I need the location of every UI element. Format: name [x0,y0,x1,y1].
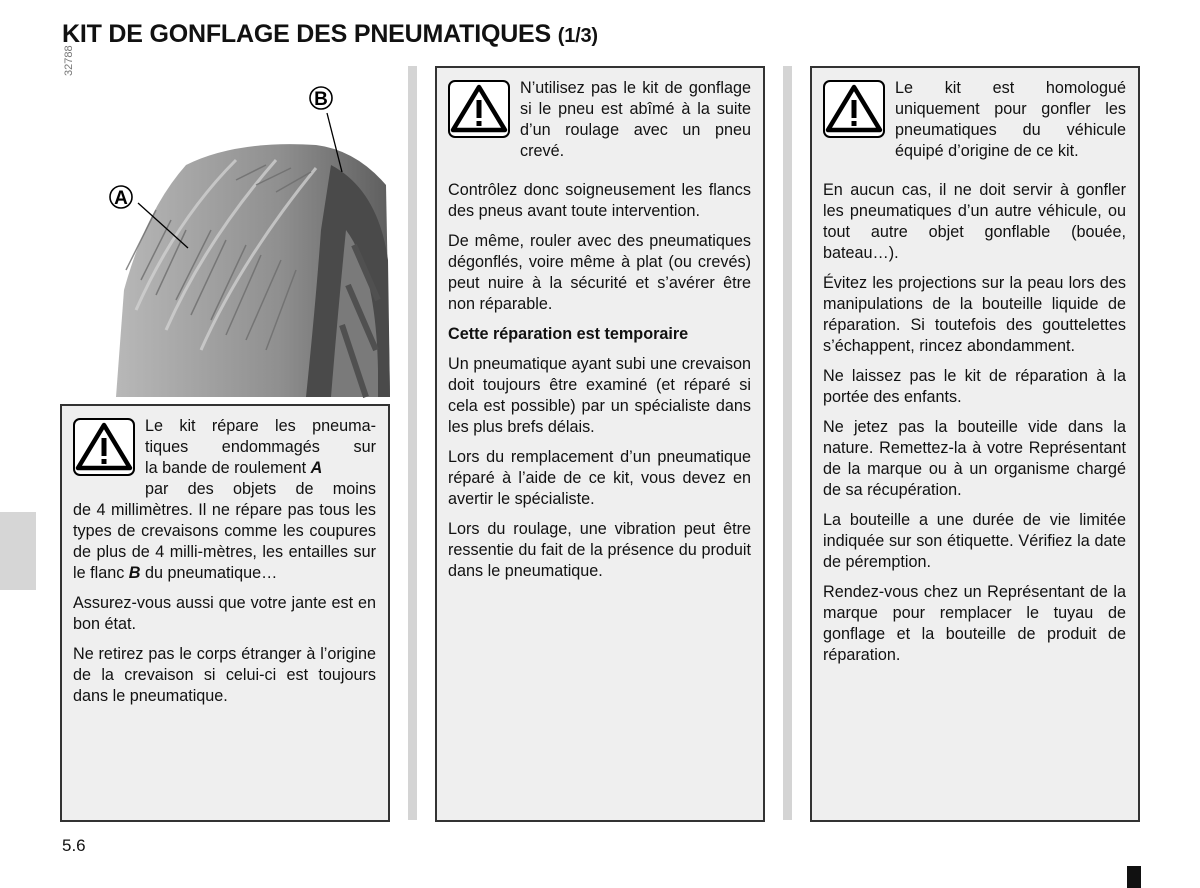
warning-text: N’utilisez pas le kit de gonflage si le pneu est abîmé à la suite d’un roulage avec un pneu crevé. [520,79,751,160]
warning-text: Le kit est homologué uniquement pour gonfler les pneumatiques du véhicule équipé d’origine de ce kit. [895,79,1126,160]
warning-line: Le kit répare les pneuma- [145,417,376,435]
paragraph: Évitez les projections sur la peau lors des manipulations de la bouteille liquide de réparation. Si toutefois des gouttelettes s’échappent, rincez abondamment. [823,274,1126,355]
paragraph: Lors du remplacement d’un pneumatique réparé à l’aide de ce kit, vous devez en avertir le spécialiste. [448,448,751,508]
warning-continuation [73,500,376,584]
page-number: 5.6 [62,836,86,855]
warning-triangle-icon [823,80,885,138]
right-panel-content [823,78,1126,675]
tread-label-a: A [310,459,323,477]
paragraph: De même, rouler avec des pneumatiques dégonflés, voire même à plat (ou crevés) peut nuire à la sécurité et s’avérer être non réparable. [448,232,751,313]
callout-b-label: B [314,89,328,110]
left-panel-content [73,416,376,716]
continuation-end: du pneumatique… [145,564,278,582]
section-heading: Cette réparation est temporaire [448,325,689,343]
tire-illustration [116,70,390,397]
warning-line: la bande de roulement [145,459,307,477]
paragraph: Assurez-vous aussi que votre jante est en bon état. [73,594,376,633]
column-divider-right [783,66,792,820]
paragraph: Contrôlez donc soigneusement les flancs des pneus avant toute intervention. [448,181,751,220]
warning-line: par des objets de moins [145,480,376,498]
warning-triangle-icon [448,80,510,138]
chapter-tab [0,512,36,590]
paragraph: Lors du roulage, une vibration peut être ressentie du fait de la présence du produit dans le pneumatique. [448,520,751,580]
title-text: KIT DE GONFLAGE DES PNEUMATIQUES [62,20,551,48]
paragraph: Ne jetez pas la bouteille vide dans la nature. Remettez-la à votre Représentant de la marque ou à un organisme chargé de sa récupération. [823,418,1126,499]
paragraph: Rendez-vous chez un Représentant de la marque pour remplacer le tuyau de gonflage et la bouteille de produit de réparation. [823,583,1126,664]
warning-triangle-icon [73,418,135,476]
page-title [62,20,598,49]
column-divider-left [408,66,417,820]
paragraph: Un pneumatique ayant subi une crevaison doit toujours être examiné (et réparé si cela est possible) par un spécialiste dans les plus brefs délais. [448,355,751,436]
middle-panel-content [448,78,751,591]
paragraph: Ne laissez pas le kit de réparation à la portée des enfants. [823,367,1126,406]
sidewall-label-b: B [128,564,141,582]
figure-reference-number: 32788 [63,45,75,76]
callout-a-label: A [114,188,128,209]
continuation-text: de 4 millimètres. Il ne répare pas tous les types de crevaisons comme les coupures de plus de 4 milli-mètres, les entailles sur le flanc [73,501,376,582]
warning-line: tiques endommagés sur [145,438,376,456]
paragraph: Ne retirez pas le corps étranger à l’origine de la crevaison si celui-ci est toujours dans le pneumatique. [73,645,376,705]
paragraph: La bouteille a une durée de vie limitée indiquée sur son étiquette. Vérifiez la date de péremption. [823,511,1126,571]
paragraph: En aucun cas, il ne doit servir à gonfler les pneumatiques d’un autre véhicule, ou tout autre objet gonflable (bouée, bateau…). [823,181,1126,262]
title-part: (1/3) [557,25,598,47]
page-corner-mark [1127,866,1141,888]
